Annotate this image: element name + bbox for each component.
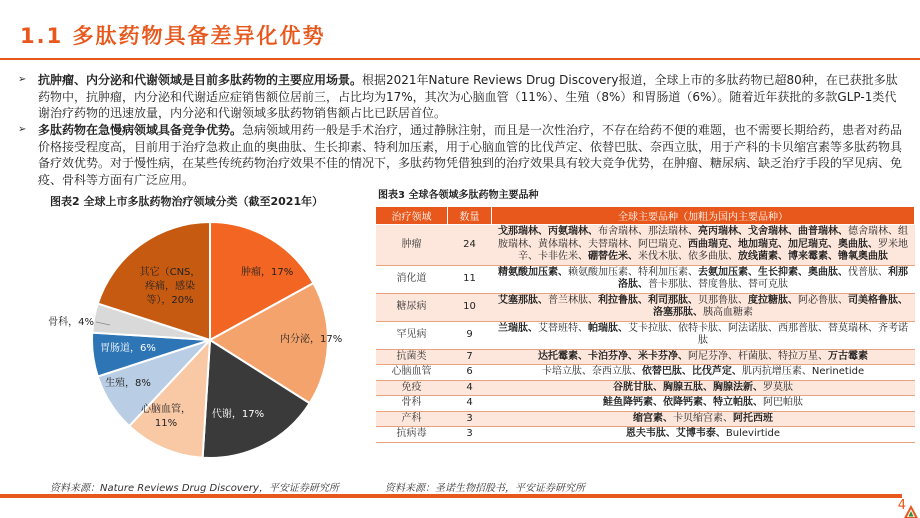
- paragraph-2-lead: 多肽药物在急慢病领域具备竞争优势。: [38, 123, 243, 137]
- product: 伐普肽、: [848, 266, 888, 278]
- product: 普兰林肽、: [548, 294, 598, 306]
- table-source: 资料来源：圣诺生物招股书，平安证券研究所: [385, 483, 585, 494]
- pie-chart: [30, 205, 370, 470]
- pie-label-4: 生殖，8%: [105, 378, 151, 389]
- row-products: [492, 411, 915, 427]
- product: 卡贝缩宫素、: [673, 412, 733, 424]
- row-count: 4: [448, 380, 492, 396]
- product: 艾替班特、: [538, 322, 588, 334]
- row-products: [492, 321, 915, 349]
- product-domestic: 利那洛肽、: [618, 266, 908, 290]
- table-row: [376, 365, 915, 381]
- product: Bulevirtide: [725, 428, 781, 439]
- product-domestic: 利拉鲁肽、利司那肽、: [598, 294, 698, 306]
- header-field: 治疗领域: [376, 207, 448, 225]
- product: 阿尼芬净、杆菌肽、特拉万星、: [688, 350, 828, 362]
- table-row: [376, 380, 915, 396]
- row-count: 3: [448, 427, 492, 443]
- row-field: 肿瘤: [376, 225, 448, 266]
- bullet-arrow-icon: ➢: [18, 74, 27, 85]
- product-domestic: 谷胱甘肽、胸腺五肽、胸腺法新、: [613, 381, 763, 393]
- product-domestic: 放线菌素、博来霉素、镥氧奥曲肽: [738, 251, 888, 262]
- pie-label-7: 其它（CNS，疼痛，感染等），20%: [139, 267, 201, 306]
- table-row: [376, 321, 915, 349]
- row-products: [492, 396, 915, 412]
- product-domestic: 达托霉素、卡泊芬净、米卡芬净、: [538, 350, 688, 362]
- product: 普卡那肽、替度鲁肽、替可克肽: [648, 279, 788, 290]
- product-domestic: 帕瑞肽、: [588, 322, 628, 334]
- product: 赖氨酸加压素、特利加压素、: [568, 266, 698, 278]
- paragraph-2-text: [38, 122, 908, 188]
- row-count: 11: [448, 265, 492, 293]
- row-products: [492, 365, 915, 381]
- product-domestic: 度拉糖肽、: [748, 294, 798, 306]
- paragraph-2: [18, 122, 908, 188]
- row-field: 罕见病: [376, 321, 448, 349]
- row-count: 24: [448, 225, 492, 266]
- pie-label-5: 胃肠道，6%: [100, 343, 156, 354]
- paragraph-1-text: [38, 72, 908, 122]
- products-table: [375, 206, 915, 443]
- product-domestic: 去氨加压素、生长抑素、奥曲肽、: [698, 266, 848, 278]
- row-field: 抗菌类: [376, 349, 448, 365]
- row-count: 3: [448, 411, 492, 427]
- row-field: 抗病毒: [376, 427, 448, 443]
- footer-bar: [0, 494, 902, 498]
- page-number: 4: [897, 498, 906, 513]
- row-products: [492, 265, 915, 293]
- product-domestic: 亮丙瑞林、戈舍瑞林、曲普瑞林、: [698, 226, 848, 237]
- pie-label-0: 肿瘤，17%: [241, 267, 294, 278]
- product: 卡培立肽、奈西立肽、: [541, 366, 642, 377]
- product: 艾卡拉肽、依特卡肽、阿法诺肽、西那普肽、替莫瑞林、齐考诺肽: [628, 322, 908, 346]
- table-row: [376, 225, 915, 266]
- figure-source: 资料来源：Nature Reviews Drug Discovery，平安证券研究所: [50, 483, 339, 494]
- table-row: [376, 396, 915, 412]
- product-domestic: 万古霉素: [828, 350, 868, 362]
- product-domestic: 恩夫韦肽、艾博韦泰、: [625, 428, 726, 439]
- row-products: [492, 293, 915, 321]
- table-row: [376, 411, 915, 427]
- product: 米伐木肽、依多曲肽、: [638, 251, 738, 262]
- row-field: 消化道: [376, 265, 448, 293]
- row-field: 产科: [376, 411, 448, 427]
- product-domestic: 艾塞那肽、: [498, 294, 548, 306]
- paragraph-1: [18, 72, 908, 122]
- product-domestic: 兰瑞肽、: [498, 322, 538, 334]
- row-products: [492, 380, 915, 396]
- table-row: [376, 265, 915, 293]
- product-domestic: 精氨酸加压素、: [498, 266, 568, 278]
- product-domestic: 戈那瑞林、丙氨瑞林、: [498, 226, 598, 237]
- row-products: [492, 225, 915, 266]
- title-underline: [0, 58, 920, 60]
- paragraph-1-body: 根据2021年Nature Reviews Drug Discovery报道，全球上市的多肽药物已超80种，在已获批多肽药物中，抗肿瘤，内分泌和代谢适应症销售额位居前三，占比均为17%，其次为心脑血管（11%）、生殖（8%）和胃肠道（6%）。随着近年获批的多款GLP-1类代谢治疗药物的迅速放量，内分泌和代谢领域多肽药物销售额占比已跃居首位。: [38, 73, 898, 120]
- product: 罗米地辛、卡非佐米、: [518, 238, 908, 262]
- table-row: [376, 349, 915, 365]
- product: 肌丙抗增压素、Nerinetide: [741, 366, 865, 377]
- product-domestic: 鲑鱼降钙素、依降钙素、特立帕肽、: [603, 397, 763, 408]
- header-count: 数量: [448, 207, 492, 225]
- product-domestic: 缩宫素、: [633, 412, 673, 424]
- row-count: 4: [448, 396, 492, 412]
- table-row: [376, 293, 915, 321]
- header-products: 全球主要品种（加粗为国内主要品种）: [492, 207, 915, 225]
- pie-label-2: 代谢，17%: [211, 409, 265, 420]
- product: 布舍瑞林、那法瑞林、: [598, 226, 698, 237]
- logo-icon: [904, 505, 918, 518]
- pie-label-6: 骨科，4%: [48, 317, 94, 328]
- page-title: 1.1 多肽药物具备差异化优势: [20, 24, 326, 48]
- paragraph-2-body: 急病领域用药一般是手术治疗，通过静脉注射，而且是一次性治疗，不存在给药不便的难题，也不需要长期给药，患者对药品价格接受程度高，目前用于治疗急救止血的奥曲肽、生长抑素、特利加压素，用于心脑血管的比伐芦定、依替巴肽、奈西立肽，用于产科的卡贝缩宫素等多肽药物具备疗效优势。对于慢性病，在某些传统药物治疗效果不佳的情况下，多肽药物凭借独到的治疗效果具有较大竞争优势，在肿瘤、糖尿病、缺乏治疗手段的罕见病、免疫、骨科等方面有广泛应用。: [38, 123, 903, 187]
- product-domestic: 西曲瑞克、地加瑞克、加尼瑞克、奥曲肽、: [688, 238, 878, 250]
- row-count: 10: [448, 293, 492, 321]
- pie-label-3: 心脑血管， 11%: [141, 404, 191, 429]
- product-domestic: 阿托西班: [733, 412, 773, 424]
- table-row: [376, 427, 915, 443]
- bullet-arrow-icon: ➢: [18, 124, 27, 135]
- row-count: 9: [448, 321, 492, 349]
- product-domestic: 硼替佐米、: [588, 251, 638, 262]
- product: 德舍瑞林、组胺瑞林、黄体瑞林、夫替瑞林、阿巴瑞克、: [498, 226, 908, 250]
- product-domestic: 依替巴肽、比伐芦定、: [641, 366, 742, 377]
- row-field: 糖尿病: [376, 293, 448, 321]
- product: 胰高血糖素: [703, 307, 753, 318]
- figure-caption: 图表2 全球上市多肽药物治疗领域分类（截至2021年）: [50, 195, 324, 208]
- product: 罗莫肽: [763, 381, 793, 393]
- row-count: 6: [448, 365, 492, 381]
- pie-label-1: 内分泌，17%: [280, 334, 343, 345]
- row-field: 免疫: [376, 380, 448, 396]
- product-domestic: 司美格鲁肽、洛塞那肽、: [653, 294, 908, 318]
- table-caption: 图表3 全球各领域多肽药物主要品种: [378, 190, 539, 201]
- product: 阿巴帕肽: [763, 397, 803, 408]
- table-header-row: [376, 207, 915, 225]
- product: 阿必鲁肽、: [798, 294, 848, 306]
- row-products: [492, 349, 915, 365]
- row-field: 心脑血管: [376, 365, 448, 381]
- paragraph-1-lead: 抗肿瘤、内分泌和代谢领域是目前多肽药物的主要应用场景。: [38, 73, 363, 87]
- row-count: 7: [448, 349, 492, 365]
- product: 贝那鲁肽、: [698, 294, 748, 306]
- row-field: 骨科: [376, 396, 448, 412]
- row-products: [492, 427, 915, 443]
